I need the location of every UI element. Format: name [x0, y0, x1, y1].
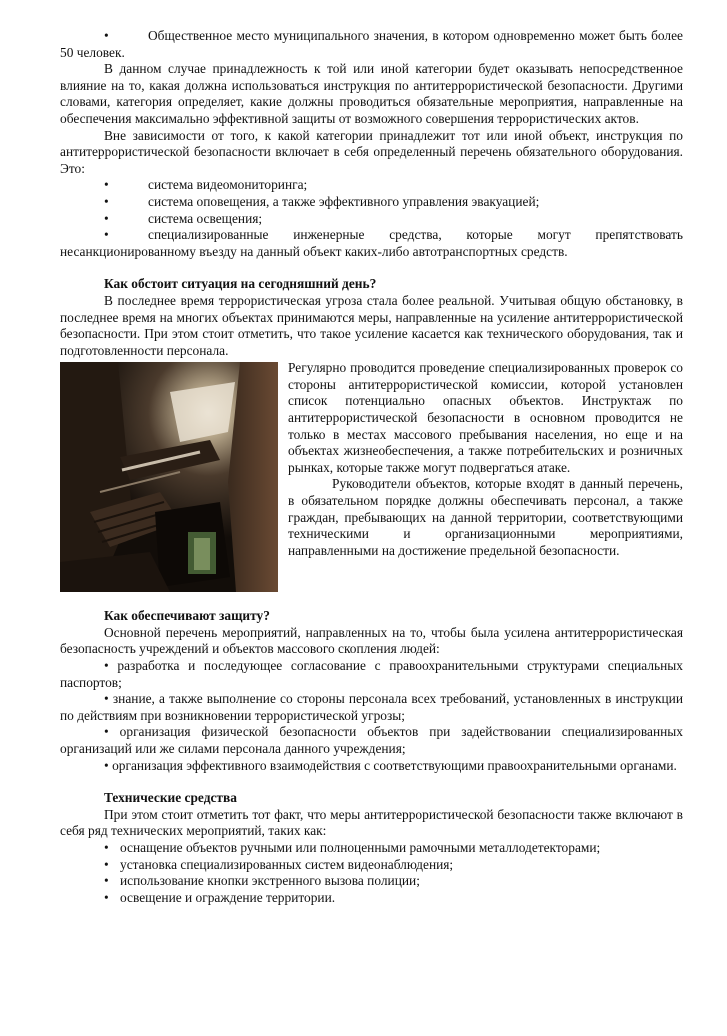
- protection-item-text: разработка и последующее согласование с правоохранительными структурами специальных паспортов;: [60, 658, 683, 690]
- bullet: •: [104, 691, 109, 707]
- paragraph-technical: При этом стоит отметить тот факт, что меры антитеррористической безопасности также включают в себя ряд технических мероприятий, таких как:: [60, 806, 683, 839]
- technical-item-text: использование кнопки экстренного вызова полиции;: [120, 873, 420, 889]
- basement-stairs-photo: [60, 362, 278, 592]
- technical-item-text: освещение и ограждение территории.: [120, 889, 336, 905]
- photo-illustration: [60, 362, 278, 592]
- bullet: •: [104, 856, 109, 872]
- bullet: •: [104, 193, 109, 209]
- equipment-item: [60, 211, 683, 228]
- section-heading: Технические средства: [104, 790, 237, 806]
- equipment-item: [60, 194, 683, 211]
- equipment-item: [60, 177, 683, 194]
- bullet: •: [104, 177, 109, 193]
- bullet: •: [104, 889, 109, 905]
- equipment-item-engineering: [60, 227, 683, 260]
- top-item-text: Общественное место муниципального значения, в котором одновременно может быть более 50 человек.: [60, 28, 683, 60]
- protection-item: [60, 724, 683, 757]
- protection-item-text: организация физической безопасности объектов при задействовании специализированных организаций или же силами персонала данного учреждения;: [60, 724, 683, 757]
- paragraph-category: В данном случае принадлежность к той или иной категории будет оказывать непосредственное влияние на то, какая должна использоваться инструкция по антитеррористической безопасности. Другими словами, категория определяет, какие должны проводиться обязательные мероприятия, направленные на обеспечения максимально эффективной защиты от возможного совершения террористических актов.: [60, 61, 683, 126]
- equipment-item-text: система освещения;: [148, 210, 263, 226]
- bullet: •: [104, 658, 109, 674]
- figure-with-text: [60, 360, 683, 592]
- bullet: •: [104, 724, 109, 740]
- spacer: [60, 260, 683, 276]
- technical-item: [60, 840, 683, 857]
- technical-item: [60, 857, 683, 874]
- technical-item-text: установка специализированных систем видеонаблюдения;: [120, 856, 454, 872]
- bullet: •: [104, 28, 109, 43]
- section-heading: Как обеспечивают защиту?: [104, 608, 270, 624]
- paragraph-inspections: Регулярно проводится проведение специализированных проверок со стороны антитеррористической комиссии, которой установлен список потенциально опасных объектов. Инструктаж по антитеррористической безопасности в основном проводится не только в местах массового пребывания населения, но еще и на объектах жизнеобеспечения, а также потребительских и розничных рынках, которые также могут подвергаться атаке.: [288, 360, 683, 475]
- paragraph-managers: Руководители объектов, которые входят в данный перечень, в обязательном порядке должны обеспечивать персонал, а также граждан, пребывающих на данной территории, соответствующими техническими и организационными мероприятиями, направленными на достижение предельной безопасности.: [288, 476, 683, 558]
- section-heading: Как обстоит ситуация на сегодняшний день?: [104, 276, 377, 292]
- protection-item-text: знание, а также выполнение со стороны персонала всех требований, установленных в инструкции по действиям при возникновении террористической угрозы;: [60, 691, 683, 723]
- protection-item: [60, 658, 683, 691]
- bullet: •: [104, 210, 109, 226]
- technical-item: [60, 890, 683, 907]
- technical-item-text: оснащение объектов ручными или полноценными рамочными металлодетекторами;: [120, 840, 601, 855]
- equipment-item-text: специализированные инженерные средства, которые могут препятствовать несанкционированному въезду на данный объект каких-либо автотранспортных средств.: [60, 227, 683, 259]
- paragraph-protection: Основной перечень мероприятий, направленных на то, чтобы была усилена антитеррористическая безопасность учреждений и объектов массового скопления людей:: [60, 624, 683, 657]
- bullet: •: [104, 873, 109, 889]
- figure-side-text: [288, 360, 683, 559]
- spacer: [60, 592, 683, 608]
- paragraph-situation: В последнее время террористическая угроза стала более реальной. Учитывая общую обстановку, в последнее время на многих объектах принимаются меры, направленные на усиление антитеррористической безопасности. При этом стоит отметить, что такое усиление касается как технического оборудования, так и подготовленности персонала.: [60, 292, 683, 358]
- bullet: •: [104, 227, 109, 243]
- equipment-item-text: система видеомониторинга;: [148, 177, 308, 193]
- bullet: •: [104, 840, 109, 855]
- paragraph-equipment-intro: Вне зависимости от того, к какой категории принадлежит тот или иной объект, инструкция по антитеррористической безопасности включает в себя определенный перечень обязательного оборудования. Это:: [60, 127, 683, 176]
- protection-item-text: организация эффективного взаимодействия с соответствующими правоохранительными органами.: [112, 757, 677, 773]
- equipment-item-text: система оповещения, а также эффективного управления эвакуацией;: [148, 193, 540, 209]
- technical-item: [60, 873, 683, 890]
- protection-item: [60, 691, 683, 724]
- protection-item: [60, 758, 683, 775]
- bullet: •: [104, 757, 109, 773]
- spacer: [60, 774, 683, 790]
